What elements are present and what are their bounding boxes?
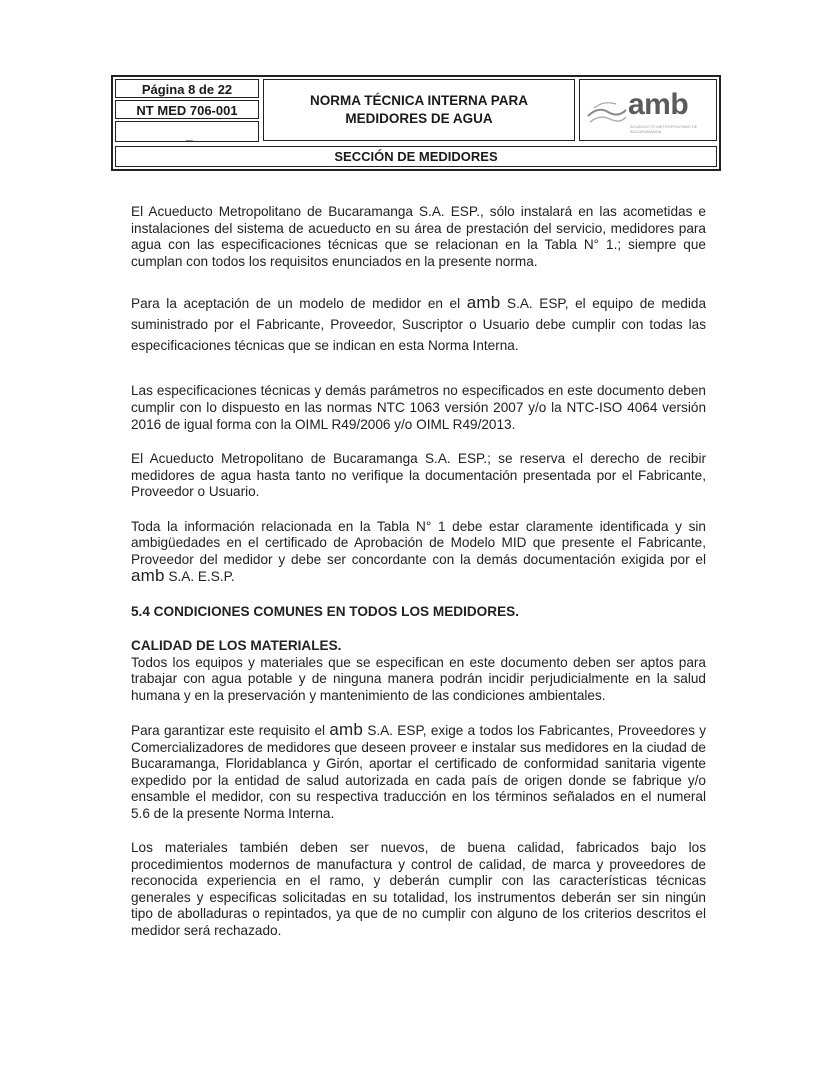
paragraph-2 [131, 292, 706, 356]
logo-text: amb [628, 88, 689, 121]
paragraph-2-end: S.A. ESP, el equipo de medida suministrado por el Fabricante, Proveedor, Suscriptor o Usuario debe cumplir con todas las especificaciones técnicas que se indican en esta Norma Interna. [131, 296, 706, 353]
paragraph-7 [131, 722, 706, 822]
paragraph-7-end: S.A. ESP, exige a todos los Fabricantes, Proveedores y Comercializadores de medidores que deseen proveer e instalar sus medidores en la ciudad de Bucaramanga, Floridablanca y Girón, aportar el certificado de conformidad sanitaria vigente expedido por la entidad de salud autorizada en cada país de origen donde se fabrique y/o ensamble el medidor, con su respectiva traducción en los términos señalados en el numeral 5.6 de la presente Norma Interna. [131, 723, 707, 821]
amb-brand: amb [466, 293, 501, 312]
paragraph-5-end: S.A. E.S.P. [164, 569, 235, 584]
paragraph-5 [131, 519, 706, 586]
paragraph-6: Todos los equipos y materiales que se especifican en este documento deben ser aptos para trabajar con agua potable y de ninguna manera podrán incidir perjudicialmente en la salud humana y en la preservación y mantenimiento de las condiciones ambientales. [131, 654, 706, 703]
document-code: NT MED 706-001 [115, 100, 259, 119]
paragraph-7-start: Para garantizar este requisito el [131, 723, 330, 738]
amb-brand: amb [329, 720, 364, 739]
document-header [111, 75, 721, 171]
section-title: SECCIÓN DE MEDIDORES [115, 146, 717, 167]
amb-logo [579, 79, 717, 141]
revision-cell [115, 121, 259, 142]
paragraph-8: Los materiales también deben ser nuevos, de buena calidad, fabricados bajo los procedimientos modernos de manufactura y control de calidad, de marca y proveedores de reconocida experiencia en el ramo, y deberán cumplir con las características técnicas generales y especificas solicitadas en su totalidad, los instrumentos deberán ser sin ningún tipo de abolladuras o repintados, ya que de no cumplir con alguno de los criterios descritos el medidor será rechazado. [131, 840, 706, 938]
document-title: NORMA TÉCNICA INTERNA PARA MEDIDORES DE AGUA [263, 79, 575, 141]
paragraph-3: Las especificaciones técnicas y demás parámetros no especificados en este documento deben cumplir con lo dispuesto en las normas NTC 1063 versión 2007 y/o la NTC-ISO 4064 versión 2016 de igual forma con la OIML R49/2006 y/o OIML R49/2013. [131, 383, 706, 432]
paragraph-1: El Acueducto Metropolitano de Bucaramanga S.A. ESP., sólo instalará en las acometidas e instalaciones del sistema de acueducto en su área de prestación del servicio, medidores para agua con las especificaciones técnicas que se relacionan en la Tabla N° 1.; siempre que cumplan con todos los requisitos enunciados en la presente norma. [131, 204, 706, 269]
paragraph-4: El Acueducto Metropolitano de Bucaramanga S.A. ESP.; se reserva el derecho de recibir medidores de agua hasta tanto no verifique la documentación presentada por el Fabricante, Proveedor o Usuario. [131, 451, 706, 499]
document-body [131, 204, 706, 939]
paragraph-2-start: Para la aceptación de un modelo de medidor en el [131, 296, 467, 311]
paragraph-5-start: Toda la información relacionada en la Tabla N° 1 debe estar claramente identificada y sin ambigüedades en el certificado de Aprobación de Modelo MID que presente el Fabricante, Proveedor del medidor y debe ser concordante con la demás documentación exigida por el [131, 518, 706, 567]
revision-dash: _ [186, 128, 193, 142]
page-number: Página 8 de 22 [115, 79, 259, 98]
water-wave-icon [584, 92, 628, 132]
amb-brand: amb [131, 566, 165, 585]
sub-heading: CALIDAD DE LOS MATERIALES. [131, 638, 342, 653]
logo-subtitle: ACUEDUCTO METROPOLITANO DE BUCARAMANGA [630, 124, 698, 134]
section-heading: 5.4 CONDICIONES COMUNES EN TODOS LOS MEDIDORES. [131, 603, 519, 619]
header-left-column [115, 79, 259, 144]
